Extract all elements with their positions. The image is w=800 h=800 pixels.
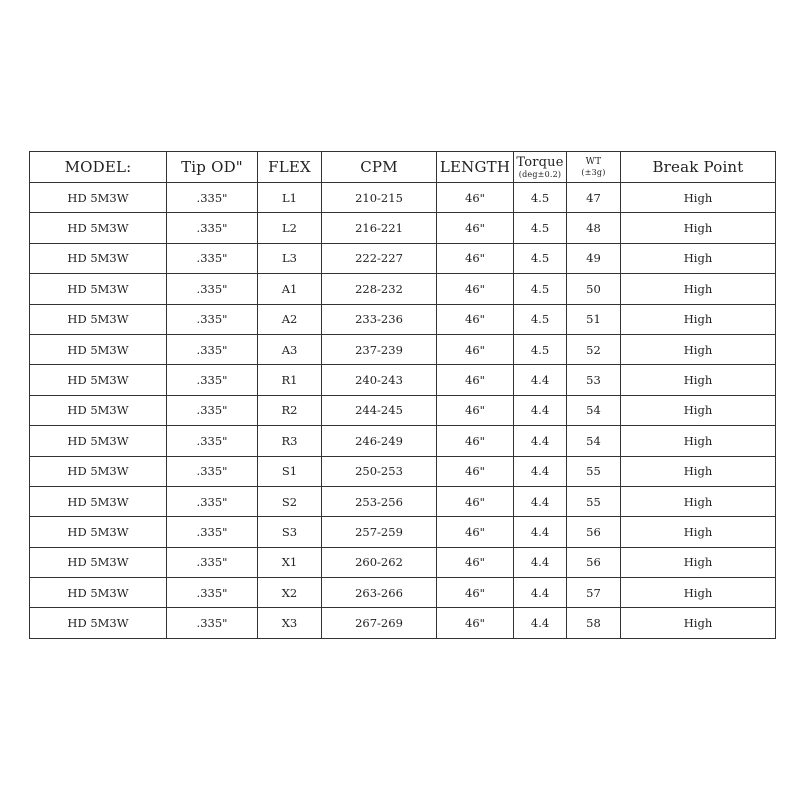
- break-point-cell: High: [621, 334, 776, 364]
- break-point-cell: High: [621, 274, 776, 304]
- torque-cell: 4.4: [514, 395, 567, 425]
- cpm-cell: 240-243: [322, 365, 437, 395]
- flex-cell: R3: [258, 426, 322, 456]
- flex-cell: R2: [258, 395, 322, 425]
- table-row: [30, 456, 776, 486]
- torque-cell: 4.5: [514, 334, 567, 364]
- header-flex: FLEX: [258, 152, 322, 183]
- cpm-cell: 244-245: [322, 395, 437, 425]
- tip-od-cell: .335": [167, 274, 258, 304]
- flex-cell: A2: [258, 304, 322, 334]
- tip-od-cell: .335": [167, 608, 258, 638]
- wt-cell: 52: [567, 334, 621, 364]
- header-wt: [567, 152, 621, 183]
- table-row: [30, 274, 776, 304]
- flex-cell: S2: [258, 486, 322, 516]
- model-cell: HD 5M3W: [30, 213, 167, 243]
- tip-od-cell: .335": [167, 426, 258, 456]
- model-cell: HD 5M3W: [30, 274, 167, 304]
- break-point-cell: High: [621, 486, 776, 516]
- tip-od-cell: .335": [167, 213, 258, 243]
- cpm-cell: 260-262: [322, 547, 437, 577]
- flex-cell: S1: [258, 456, 322, 486]
- break-point-cell: High: [621, 578, 776, 608]
- tip-od-cell: .335": [167, 304, 258, 334]
- wt-cell: 49: [567, 243, 621, 273]
- length-cell: 46": [437, 183, 514, 213]
- model-cell: HD 5M3W: [30, 183, 167, 213]
- break-point-cell: High: [621, 426, 776, 456]
- header-torque: [514, 152, 567, 183]
- length-cell: 46": [437, 334, 514, 364]
- cpm-cell: 233-236: [322, 304, 437, 334]
- break-point-cell: High: [621, 365, 776, 395]
- cpm-cell: 253-256: [322, 486, 437, 516]
- table-row: [30, 304, 776, 334]
- tip-od-cell: .335": [167, 365, 258, 395]
- torque-cell: 4.4: [514, 608, 567, 638]
- length-cell: 46": [437, 517, 514, 547]
- table-row: [30, 243, 776, 273]
- length-cell: 46": [437, 243, 514, 273]
- torque-cell: 4.5: [514, 274, 567, 304]
- model-cell: HD 5M3W: [30, 608, 167, 638]
- header-torque-label: Torque: [516, 154, 564, 170]
- torque-cell: 4.5: [514, 304, 567, 334]
- torque-cell: 4.4: [514, 517, 567, 547]
- header-tip-od: Tip OD": [167, 152, 258, 183]
- tip-od-cell: .335": [167, 183, 258, 213]
- length-cell: 46": [437, 274, 514, 304]
- table-row: [30, 213, 776, 243]
- table-row: [30, 486, 776, 516]
- table-row: [30, 426, 776, 456]
- wt-cell: 54: [567, 395, 621, 425]
- table-row: [30, 608, 776, 638]
- length-cell: 46": [437, 547, 514, 577]
- cpm-cell: 210-215: [322, 183, 437, 213]
- torque-cell: 4.4: [514, 578, 567, 608]
- wt-cell: 50: [567, 274, 621, 304]
- break-point-cell: High: [621, 608, 776, 638]
- length-cell: 46": [437, 365, 514, 395]
- table-row: [30, 365, 776, 395]
- break-point-cell: High: [621, 183, 776, 213]
- tip-od-cell: .335": [167, 243, 258, 273]
- cpm-cell: 250-253: [322, 456, 437, 486]
- model-cell: HD 5M3W: [30, 486, 167, 516]
- model-cell: HD 5M3W: [30, 578, 167, 608]
- cpm-cell: 228-232: [322, 274, 437, 304]
- wt-cell: 48: [567, 213, 621, 243]
- break-point-cell: High: [621, 456, 776, 486]
- model-cell: HD 5M3W: [30, 517, 167, 547]
- table-row: [30, 183, 776, 213]
- tip-od-cell: .335": [167, 547, 258, 577]
- wt-cell: 51: [567, 304, 621, 334]
- table-header-row: [30, 152, 776, 183]
- model-cell: HD 5M3W: [30, 456, 167, 486]
- break-point-cell: High: [621, 517, 776, 547]
- table-row: [30, 578, 776, 608]
- cpm-cell: 257-259: [322, 517, 437, 547]
- wt-cell: 55: [567, 456, 621, 486]
- table-row: [30, 517, 776, 547]
- tip-od-cell: .335": [167, 517, 258, 547]
- model-cell: HD 5M3W: [30, 365, 167, 395]
- torque-cell: 4.4: [514, 365, 567, 395]
- model-cell: HD 5M3W: [30, 395, 167, 425]
- torque-cell: 4.4: [514, 456, 567, 486]
- flex-cell: X3: [258, 608, 322, 638]
- tip-od-cell: .335": [167, 486, 258, 516]
- cpm-cell: 216-221: [322, 213, 437, 243]
- table-row: [30, 334, 776, 364]
- break-point-cell: High: [621, 547, 776, 577]
- torque-cell: 4.5: [514, 243, 567, 273]
- length-cell: 46": [437, 426, 514, 456]
- wt-cell: 56: [567, 517, 621, 547]
- flex-cell: X1: [258, 547, 322, 577]
- flex-cell: L2: [258, 213, 322, 243]
- length-cell: 46": [437, 304, 514, 334]
- length-cell: 46": [437, 578, 514, 608]
- wt-cell: 54: [567, 426, 621, 456]
- flex-cell: A1: [258, 274, 322, 304]
- break-point-cell: High: [621, 304, 776, 334]
- torque-cell: 4.4: [514, 486, 567, 516]
- model-cell: HD 5M3W: [30, 304, 167, 334]
- wt-cell: 58: [567, 608, 621, 638]
- table-row: [30, 547, 776, 577]
- length-cell: 46": [437, 486, 514, 516]
- torque-cell: 4.5: [514, 183, 567, 213]
- break-point-cell: High: [621, 243, 776, 273]
- header-wt-tolerance: (±3g): [581, 167, 606, 177]
- torque-cell: 4.5: [514, 213, 567, 243]
- cpm-cell: 263-266: [322, 578, 437, 608]
- header-break-point: Break Point: [621, 152, 776, 183]
- model-cell: HD 5M3W: [30, 547, 167, 577]
- cpm-cell: 246-249: [322, 426, 437, 456]
- wt-cell: 53: [567, 365, 621, 395]
- header-cpm: CPM: [322, 152, 437, 183]
- model-cell: HD 5M3W: [30, 426, 167, 456]
- header-length: LENGTH: [437, 152, 514, 183]
- header-wt-label: WT: [585, 156, 602, 167]
- wt-cell: 55: [567, 486, 621, 516]
- wt-cell: 47: [567, 183, 621, 213]
- cpm-cell: 237-239: [322, 334, 437, 364]
- length-cell: 46": [437, 213, 514, 243]
- length-cell: 46": [437, 456, 514, 486]
- flex-cell: A3: [258, 334, 322, 364]
- cpm-cell: 267-269: [322, 608, 437, 638]
- header-torque-tolerance: (deg±0.2): [518, 169, 562, 179]
- break-point-cell: High: [621, 395, 776, 425]
- header-model: MODEL:: [30, 152, 167, 183]
- model-cell: HD 5M3W: [30, 243, 167, 273]
- length-cell: 46": [437, 395, 514, 425]
- tip-od-cell: .335": [167, 578, 258, 608]
- break-point-cell: High: [621, 213, 776, 243]
- wt-cell: 56: [567, 547, 621, 577]
- cpm-cell: 222-227: [322, 243, 437, 273]
- length-cell: 46": [437, 608, 514, 638]
- table-row: [30, 395, 776, 425]
- flex-cell: L3: [258, 243, 322, 273]
- tip-od-cell: .335": [167, 456, 258, 486]
- model-cell: HD 5M3W: [30, 334, 167, 364]
- shaft-spec-table: [29, 151, 776, 639]
- tip-od-cell: .335": [167, 334, 258, 364]
- flex-cell: X2: [258, 578, 322, 608]
- torque-cell: 4.4: [514, 426, 567, 456]
- flex-cell: L1: [258, 183, 322, 213]
- torque-cell: 4.4: [514, 547, 567, 577]
- table-body: [30, 183, 776, 639]
- wt-cell: 57: [567, 578, 621, 608]
- flex-cell: S3: [258, 517, 322, 547]
- tip-od-cell: .335": [167, 395, 258, 425]
- flex-cell: R1: [258, 365, 322, 395]
